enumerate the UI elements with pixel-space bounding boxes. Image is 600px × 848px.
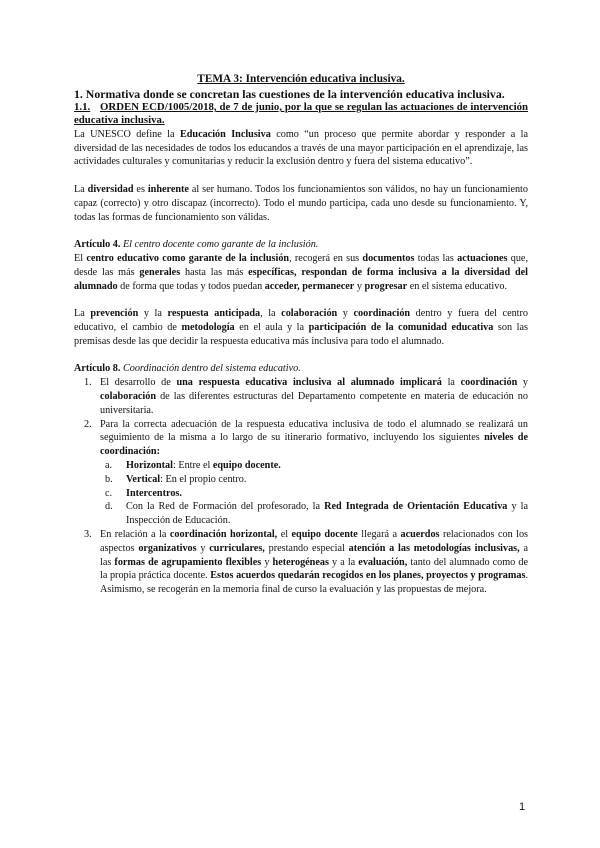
bold-run: coordinación xyxy=(460,377,518,389)
text-run: es xyxy=(133,184,148,195)
text-run: como “un proceso que permite abordar y responder a la diversidad de las necesidades de todos los educandos a través de una mayor participación en el aprendizaje, las actividades culturales y comunitarias y reducir la exclusión dentro y fuera del sistema educativo”. xyxy=(74,128,528,168)
text-run: todas las xyxy=(414,252,458,264)
list-item-text xyxy=(100,418,528,459)
bold-run: específicas, respondan de forma inclusiva a la diversidad del alumnado xyxy=(74,266,528,292)
list-marker: 2. xyxy=(84,418,92,430)
bold-run: acceder, permanecer xyxy=(264,280,355,292)
bold-run: Red Integrada de Orientación Educativa xyxy=(324,501,508,513)
text-run: que, desde las más xyxy=(74,252,529,278)
bold-run: Horizontal xyxy=(126,459,173,471)
text-run: Para la correcta adecuación de la respuesta educativa inclusiva de todo el alumnado se realizará un seguimiento de la misma a lo largo de su itinerario formativo, incluyendo los siguientes xyxy=(100,418,528,444)
document-page xyxy=(74,72,528,597)
text-run: La xyxy=(74,184,88,195)
text-run: y la Inspección de Educación. xyxy=(126,501,529,527)
bold-run: heterogéneas xyxy=(272,556,329,568)
article-4-heading xyxy=(74,238,528,252)
text-run: En relación a la xyxy=(100,528,170,540)
page-number: 1 xyxy=(519,801,526,813)
bold-run: una respuesta educativa inclusiva al alumnado implicará xyxy=(176,377,442,389)
bold-run: acuerdos xyxy=(400,528,440,540)
bold-run: curriculares, xyxy=(209,542,265,554)
list-marker: 1. xyxy=(84,377,92,389)
sub-list-text xyxy=(126,473,528,487)
text-run: El xyxy=(74,252,87,264)
text-run: y xyxy=(354,280,365,292)
text-run: relacionados con los aspectos xyxy=(100,528,529,554)
text-run: Con la Red de Formación del profesorado, la xyxy=(126,501,325,513)
bold-run: niveles de coordinación: xyxy=(100,432,528,458)
text-run: El desarrollo de xyxy=(100,377,177,389)
text-run: y xyxy=(261,556,273,568)
article-8-label: Artículo 8. xyxy=(74,363,121,375)
sub-list-item xyxy=(100,459,528,473)
article-8-title: Coordinación dentro del sistema educativo. xyxy=(120,363,301,375)
sub-list-marker: a. xyxy=(105,459,113,471)
section-heading: 1. Normativa donde se concretan las cuestiones de la intervención educativa inclusiva. xyxy=(74,87,505,101)
bold-run: metodología xyxy=(181,321,235,333)
bold-run: Educación Inclusiva xyxy=(179,128,271,140)
text-run: dentro y fuera del centro educativo, el cambio de xyxy=(74,308,528,333)
bold-run: progresar xyxy=(364,280,408,292)
bold-run: centro educativo como garante de la inclusión xyxy=(86,252,290,264)
bold-run: atención a las metodologías inclusivas, xyxy=(348,542,520,554)
bold-run: colaboración xyxy=(281,308,338,320)
text-run: y la xyxy=(138,308,168,320)
list-item xyxy=(74,376,528,417)
document-title: TEMA 3: Intervención educativa inclusiva. xyxy=(197,73,405,85)
text-run: y a la xyxy=(328,556,359,568)
list-marker: 3. xyxy=(84,528,92,540)
subsection-title: ORDEN ECD/1005/2018, de 7 de junio, por la que se regulan las actuaciones de intervención educativa inclusiva. xyxy=(74,101,528,127)
subsection-number: 1.1. xyxy=(74,101,91,113)
sub-list-text xyxy=(126,459,528,473)
article-8-heading xyxy=(74,362,528,376)
text-run: al ser humano. Todos los funcionamientos son válidos, no hay un funcionamiento capaz (correcto) y otro discapaz (incorrecto). Todo el mundo participa, cada uno desde su funcionamiento. Y, todas las formas de funcionamiento son válidas. xyxy=(74,184,528,223)
bold-run: prevención xyxy=(90,308,139,320)
list-item-text xyxy=(100,376,528,417)
bold-run: formas de agrupamiento flexibles xyxy=(114,556,262,568)
bold-run: Vertical xyxy=(126,473,161,485)
bold-run: diversidad xyxy=(87,184,134,195)
text-run: tanto del alumnado como de la propia práctica docente. xyxy=(100,556,528,582)
sub-list-item xyxy=(100,487,528,501)
text-run: a las xyxy=(100,542,529,568)
sub-list-marker: d. xyxy=(105,501,113,513)
text-run: en el sistema educativo. xyxy=(407,280,508,292)
bold-run: coordinación xyxy=(353,308,411,320)
sub-list-text xyxy=(126,500,528,528)
text-run: la xyxy=(441,377,461,389)
text-run: llegará a xyxy=(357,528,401,540)
text-run: , recogerá en sus xyxy=(289,252,363,264)
paragraph-centro xyxy=(74,252,528,293)
text-run: de forma que todas y todos puedan xyxy=(117,280,265,292)
text-run: son las premisas desde las que decidir la respuesta educativa más inclusiva para todo el alumnado. xyxy=(74,321,528,347)
text-run: en el aula y la xyxy=(234,321,309,333)
bold-run: colaboración xyxy=(100,390,157,402)
subsection-heading xyxy=(74,101,528,128)
bold-run: actuaciones xyxy=(457,252,508,264)
coordination-levels-list xyxy=(100,459,528,528)
bold-run: equipo docente. xyxy=(212,459,281,471)
text-run: : En el propio centro. xyxy=(160,473,247,485)
list-item xyxy=(74,528,528,597)
sub-list-marker: b. xyxy=(105,473,113,485)
sub-list-item xyxy=(100,473,528,487)
bold-run: coordinación horizontal, xyxy=(169,528,278,540)
text-run: y xyxy=(517,377,529,389)
list-item-text xyxy=(100,528,528,597)
bold-run: Estos acuerdos quedarán recogidos en los planes, proyectos y programas xyxy=(210,570,526,582)
text-run: el xyxy=(277,528,292,540)
bold-run: respuesta anticipada xyxy=(167,308,261,320)
bold-run: Intercentros. xyxy=(126,487,182,499)
text-run: La xyxy=(74,308,91,320)
paragraph-prevencion xyxy=(74,307,528,348)
text-run: La UNESCO define la xyxy=(74,128,180,140)
text-run: y xyxy=(337,308,354,320)
list-item xyxy=(74,418,528,528)
text-run: . Asimismo, se recogerán en la memoria final de curso la evaluación y las propuestas de mejora. xyxy=(100,570,528,596)
article-8-list xyxy=(74,376,528,597)
paragraph-unesco xyxy=(74,128,528,169)
paragraph-diversidad xyxy=(74,183,528,224)
bold-run: equipo docente xyxy=(291,528,358,540)
sub-list-item xyxy=(100,500,528,528)
text-run: de las diferentes estructuras del Departamento competente en materia de educación no universitaria. xyxy=(100,390,528,416)
bold-run: inherente xyxy=(147,184,189,195)
article-4-label: Artículo 4. xyxy=(74,239,121,251)
text-run: hasta las más xyxy=(180,266,249,278)
article-4-title: El centro docente como garante de la inclusión. xyxy=(120,239,319,251)
text-run: y xyxy=(196,542,210,554)
sub-list-marker: c. xyxy=(105,487,113,499)
bold-run: organizativos xyxy=(138,542,197,554)
bold-run: evaluación, xyxy=(358,556,408,568)
text-run: prestando especial xyxy=(264,542,349,554)
text-run: : Entre el xyxy=(172,459,213,471)
sub-list-text xyxy=(126,487,528,501)
bold-run: participación de la comunidad educativa xyxy=(308,321,494,333)
text-run: , la xyxy=(260,308,282,320)
bold-run: documentos xyxy=(362,252,415,264)
bold-run: generales xyxy=(139,266,181,278)
